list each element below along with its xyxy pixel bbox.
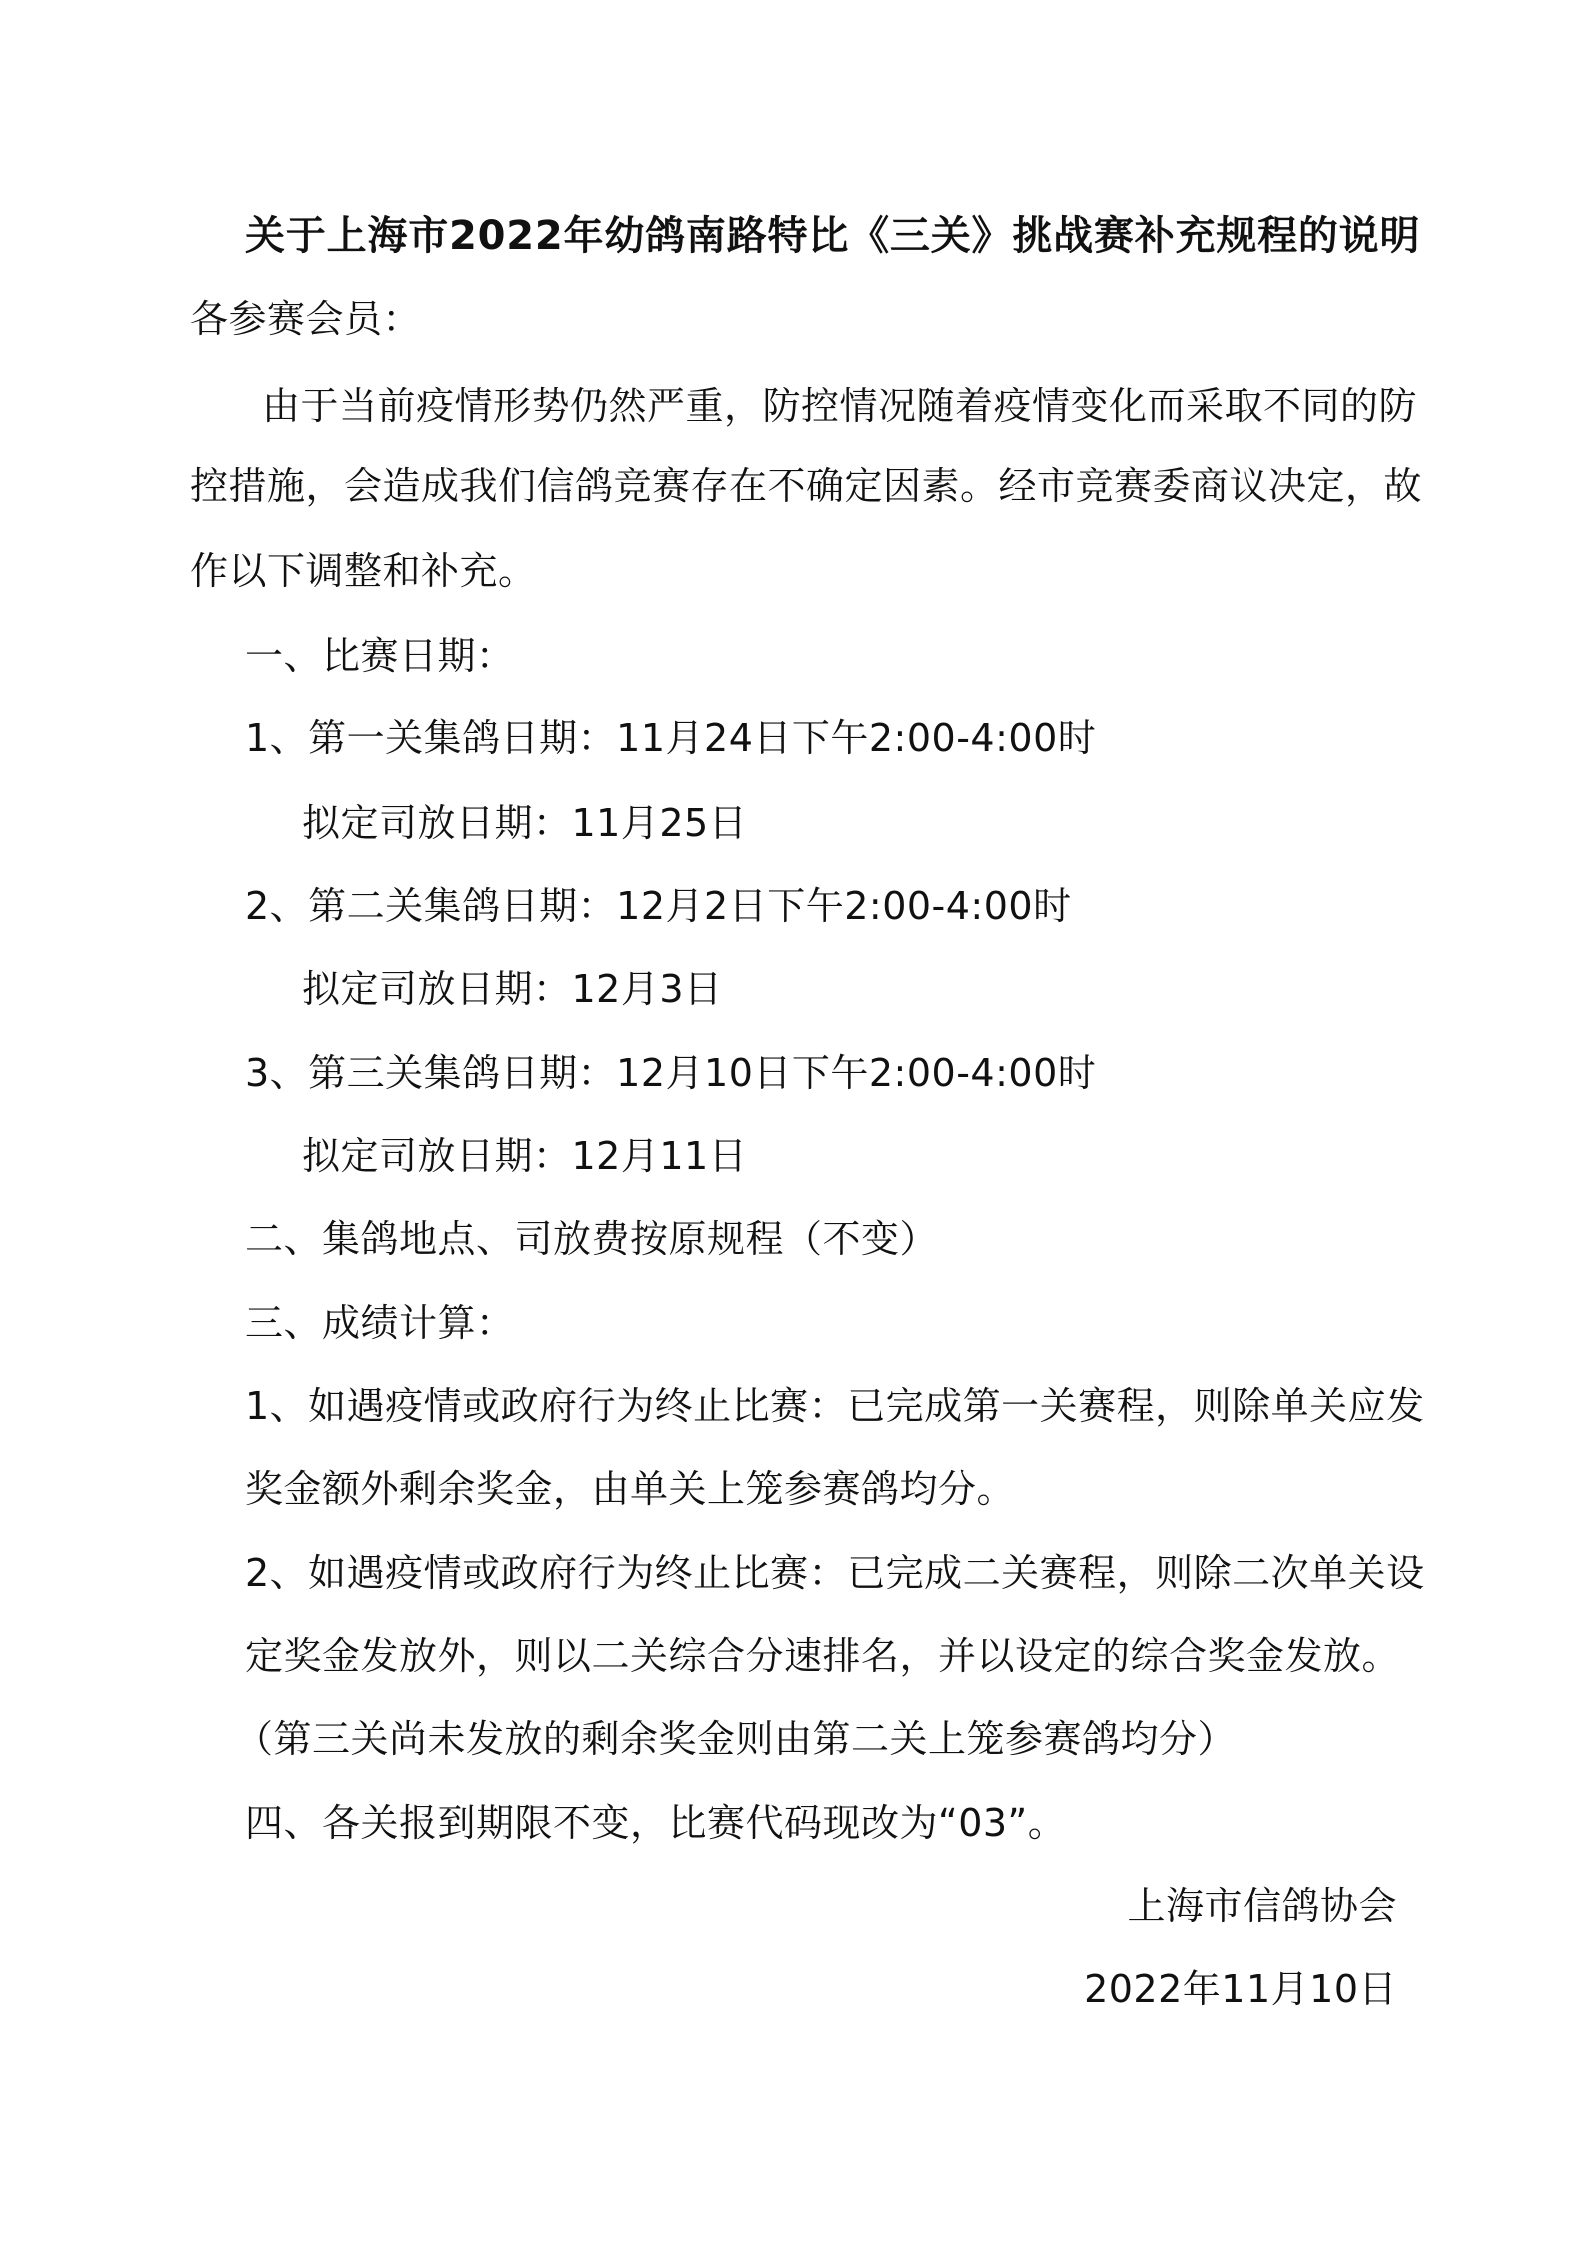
section3-note: （第三关尚未发放的剩余奖金则由第二关上笼参赛鸽均分） <box>235 1717 1237 1761</box>
section3-item1-line-1: 1、如遇疫情或政府行为终止比赛：已完成第一关赛程，则除单关应发 <box>245 1384 1425 1428</box>
section3-heading: 三、成绩计算： <box>245 1301 515 1345</box>
salutation: 各参赛会员： <box>190 297 422 341</box>
section2-heading: 二、集鸽地点、司放费按原规程（不变） <box>245 1217 939 1261</box>
intro-line-3: 作以下调整和补充。 <box>190 549 537 593</box>
intro-line-1: 由于当前疫情形势仍然严重，防控情况随着疫情变化而采取不同的防 <box>262 384 1418 428</box>
signature: 上海市信鸽协会 <box>1127 1884 1397 1928</box>
schedule-item-2-collect: 2、第二关集鸽日期：12月2日下午2:00-4:00时 <box>245 884 1072 928</box>
schedule-item-1-release: 拟定司放日期：11月25日 <box>302 801 748 845</box>
schedule-item-3-collect: 3、第三关集鸽日期：12月10日下午2:00-4:00时 <box>245 1051 1097 1095</box>
section4-heading: 四、各关报到期限不变，比赛代码现改为“03”。 <box>245 1801 1067 1845</box>
schedule-item-2-release: 拟定司放日期：12月3日 <box>302 967 723 1011</box>
schedule-item-3-release: 拟定司放日期：12月11日 <box>302 1134 748 1178</box>
intro-line-2: 控措施，会造成我们信鸽竞赛存在不确定因素。经市竞赛委商议决定，故 <box>190 464 1423 508</box>
section3-item1-line-2: 奖金额外剩余奖金，由单关上笼参赛鸽均分。 <box>245 1467 1016 1511</box>
section3-item2-line-2: 定奖金发放外，则以二关综合分速排名，并以设定的综合奖金发放。 <box>245 1634 1401 1678</box>
section1-heading: 一、比赛日期： <box>245 634 515 678</box>
section3-item2-line-1: 2、如遇疫情或政府行为终止比赛：已完成二关赛程，则除二次单关设 <box>245 1551 1425 1595</box>
document-title: 关于上海市2022年幼鸽南路特比《三关》挑战赛补充规程的说明 <box>245 213 1421 259</box>
document-date: 2022年11月10日 <box>1084 1967 1397 2011</box>
schedule-item-1-collect: 1、第一关集鸽日期：11月24日下午2:00-4:00时 <box>245 716 1097 760</box>
